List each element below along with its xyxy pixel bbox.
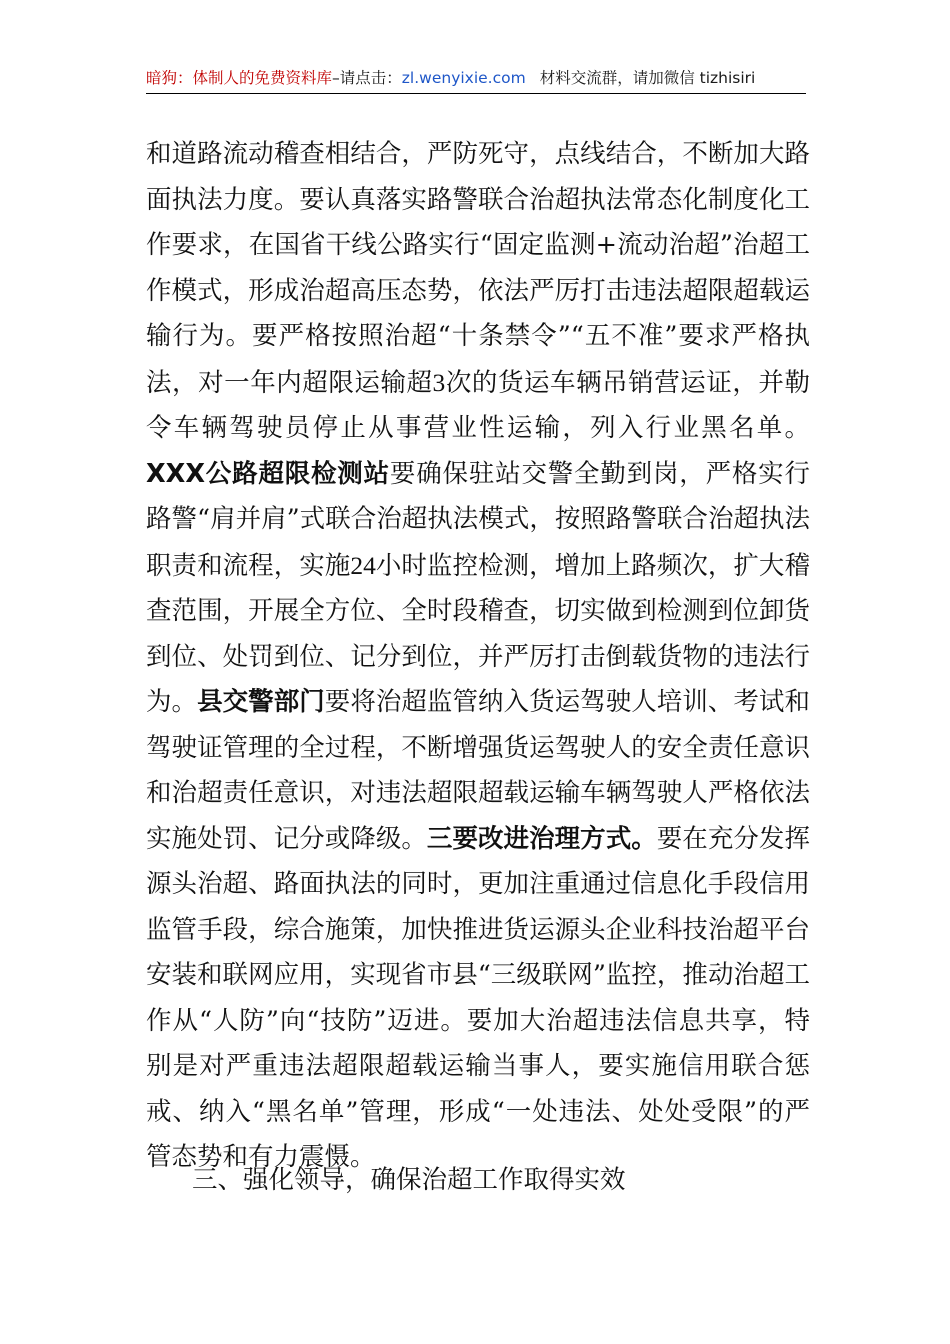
section-heading: 三、强化领导，确保治超工作取得实效 bbox=[192, 1165, 626, 1195]
paragraph-text bbox=[146, 132, 810, 1181]
text-segment-1: 和道路流动稽查相结合，严防死守，点线结合，不断加大路面执法力度。要认真落实路警联合治超执法常态化制度化工作要求，在国省干线公路实行“固定监测+流动治超”治超工作模式，形成治超高压态势，依法严厉打击违法超限超载运输行为。要严格按照治超“十条禁令”“五不准”要求严格执法，对一年内超限运输超 bbox=[146, 139, 810, 398]
site-name: 暗狗：体制人的免费资料库 bbox=[146, 69, 333, 87]
page-header bbox=[146, 66, 806, 90]
text-segment-2-tail: 小时监控检测，增加上路频次，扩大稽查范围，开展全方位、全时段稽查，切实做到检测到位卸货到位、处罚到位、记分到位，并严厉打击倒载货物的违法行为。 bbox=[146, 550, 810, 717]
text-segment-2: 要确保驻站交警全勤到岗，严格实行路警“肩并肩”式联合治超执法模式，按照路警联合治超执法职责和流程，实施 bbox=[146, 458, 810, 581]
body-paragraph bbox=[146, 132, 810, 1181]
number-3: 3 bbox=[432, 367, 446, 397]
wechat-note: 材料交流群，请加微信 tizhisiri bbox=[539, 69, 756, 87]
site-url-link[interactable]: zl.wenyixie.com bbox=[401, 69, 526, 87]
text-segment-1-tail: 次的货运车辆吊销营运证，并勒令车辆驾驶员停止从事营业性运输，列入行业黑名单。 bbox=[146, 367, 810, 443]
click-prompt: –请点击： bbox=[332, 69, 402, 87]
bold-traffic-police: 县交警部门 bbox=[197, 687, 325, 717]
bold-station-name: XXX公路超限检测站 bbox=[146, 458, 390, 489]
number-24: 24 bbox=[350, 550, 376, 580]
text-segment-3: 要将治超监管纳入货运驾驶人培训、考试和驾驶证管理的全过程，不断增强货运驾驶人的安全责任意识和治超责任意识，对违法超限超载运输车辆驾驶人严格依法实施处罚、记分或降级。 bbox=[146, 687, 810, 854]
bold-improve-governance: 三要改进治理方式。 bbox=[426, 823, 657, 854]
text-segment-4: 要在充分发挥源头治超、路面执法的同时，更加注重通过信息化手段信用监管手段，综合施策，加快推进货运源头企业科技治超平台安装和联网应用，实现省市县“三级联网”监控，推动治超工作从“人防”向“技防”迈进。要加大治超违法信息共享，特别是对严重违法超限超载运输当事人，要实施信用联合惩戒、纳入“黑名单”管理，形成“一处违法、处处受限”的严管态势和有力震慑。 bbox=[146, 823, 810, 1172]
header-divider bbox=[146, 93, 806, 94]
